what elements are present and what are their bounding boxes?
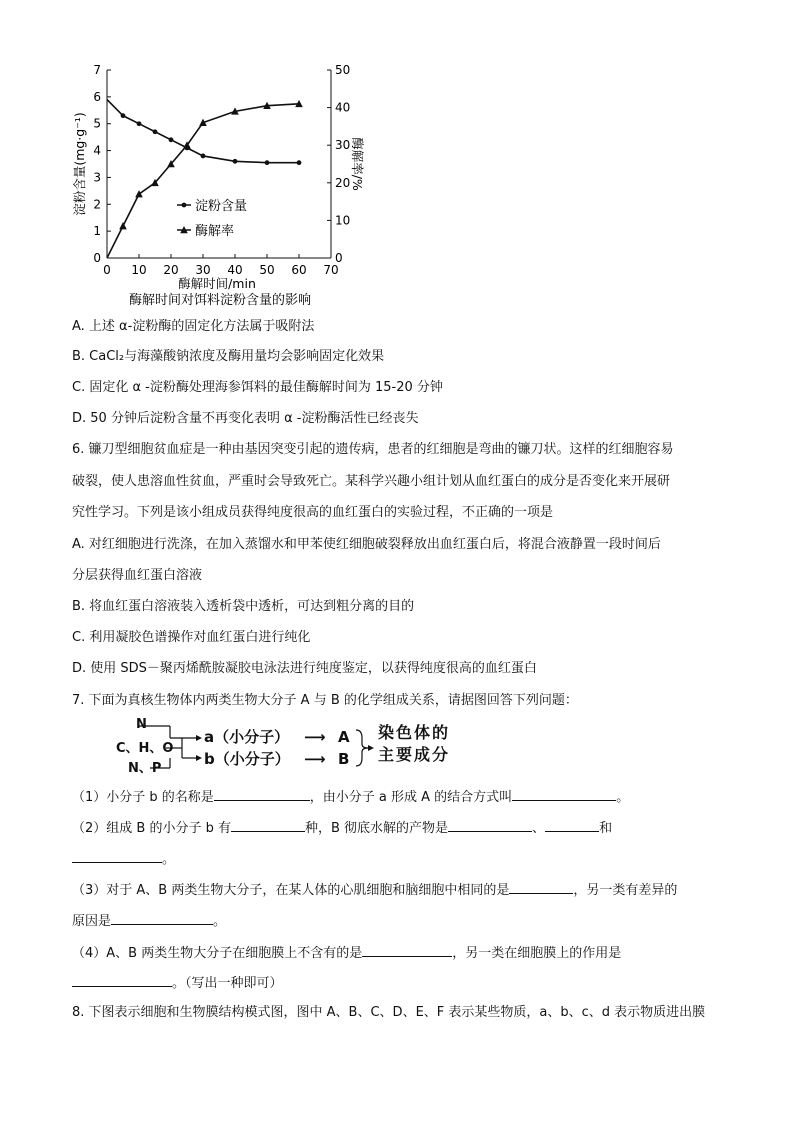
- option-5c: C. 固定化 α -淀粉酶处理海参饵料的最佳酶解时间为 15-20 分钟: [72, 380, 443, 395]
- q7-p1-text-c: 。: [616, 790, 630, 805]
- option-5a: A. 上述 α-淀粉酶的固定化方法属于吸附法: [72, 319, 315, 334]
- chart-title: 酶解时间对饵料淀粉含量的影响: [128, 293, 312, 308]
- x-tick-label: 50: [259, 263, 275, 277]
- starch-point: [201, 154, 206, 159]
- y-right-tick-label: 20: [335, 175, 351, 190]
- q6-line-3: 究性学习。下列是该小组成员获得纯度很高的血红蛋白的实验过程，不正确的一项是: [72, 505, 554, 520]
- x-tick-label: 10: [131, 263, 147, 277]
- brace-arrowhead: [368, 745, 374, 751]
- q6-line-2: 破裂，使人患溶血性贫血，严重时会导致死亡。某科学兴趣小组计划从血红蛋白的成分是否变化来开展研: [72, 474, 671, 489]
- legend-label-rate: 酶解率: [195, 224, 235, 239]
- y-left-axis-label: 淀粉含量(mg·g⁻¹): [72, 112, 87, 216]
- y-right-tick-label: 50: [335, 63, 351, 77]
- q7-p2-blank-1[interactable]: [231, 817, 305, 832]
- q6-option-b: B. 将血红蛋白溶液装入透析袋中透析，可达到粗分离的目的: [72, 599, 415, 614]
- q7-part-2: [72, 817, 612, 838]
- q7-part-4-cont: [72, 972, 283, 993]
- y-left-tick-label: 7: [93, 63, 101, 77]
- y-right-tick-label: 40: [335, 100, 351, 115]
- q7-p3-text-d: 。: [213, 914, 227, 929]
- q7-part-4: [72, 942, 621, 963]
- y-right-axis-label: 酶解率/%: [350, 137, 365, 191]
- y-left-tick-label: 4: [93, 143, 101, 158]
- q7-p1-text-a: （1）小分子 b 的名称是: [72, 790, 214, 805]
- q7-p2-blank-2[interactable]: [448, 817, 532, 832]
- y-left-tick-label: 3: [93, 170, 101, 185]
- x-tick-label: 40: [227, 263, 243, 277]
- q7-p3-text-c: 原因是: [72, 914, 112, 929]
- q6-line-1: 6. 镰刀型细胞贫血症是一种由基因突变引起的遗传病，患者的红细胞是弯曲的镰刀状。这样的红细胞容易: [72, 442, 674, 457]
- q7-p2-blank-4[interactable]: [72, 848, 162, 863]
- q7-p2-text-c: 、: [532, 821, 546, 836]
- option-5d: D. 50 分钟后淀粉含量不再变化表明 α -淀粉酶活性已经丧失: [72, 411, 419, 426]
- starch-point: [137, 121, 142, 126]
- x-tick-label: 20: [163, 263, 179, 277]
- q7-p3-blank-1[interactable]: [509, 879, 573, 894]
- q7-p4-text-b: ，另一类在细胞膜上的作用是: [452, 946, 622, 961]
- q6-option-c: C. 利用凝胶色谱操作对血红蛋白进行纯化: [72, 630, 311, 645]
- to-a-arrowhead: [196, 735, 202, 741]
- diagram-A: A: [338, 728, 350, 746]
- diagram-a-row: a（小分子）: [204, 728, 290, 746]
- y-right-tick-label: 10: [335, 213, 351, 228]
- q8-line-1: 8. 下图表示细胞和生物膜结构模式图，图中 A、B、C、D、E、F 表示某些物质，a、b、c、d 表示物质进出膜: [72, 1005, 706, 1020]
- x-tick-label: 30: [195, 263, 211, 277]
- q7-p2-text-b: 种，B 彻底水解的产物是: [304, 821, 449, 836]
- q7-p3-text-a: （3）对于 A、B 两类生物大分子，在某人体的心肌细胞和脑细胞中相同的是: [72, 883, 510, 898]
- starch-point: [233, 159, 238, 164]
- q7-p2-text-d: 和: [599, 821, 613, 836]
- option-5b: B. CaCl₂与海藻酸钠浓度及酶用量均会影响固定化效果: [72, 349, 385, 364]
- diagram-n: N: [136, 717, 147, 732]
- y-right-tick-label: 30: [335, 138, 351, 153]
- to-b-arrowhead: [196, 755, 202, 761]
- diagram-np: N、P: [128, 761, 162, 776]
- starch-point: [153, 129, 158, 134]
- y-left-tick-label: 2: [93, 197, 101, 212]
- diagram-arrow-a: ⟶: [304, 728, 326, 746]
- x-tick-label: 60: [291, 263, 307, 277]
- q7-part-3-cont: [72, 910, 226, 931]
- y-left-tick-label: 6: [93, 89, 101, 104]
- q7-part-1: [72, 786, 629, 807]
- q6-option-a-line-1: A. 对红细胞进行洗涤，在加入蒸馏水和甲苯使红细胞破裂释放出血红蛋白后，将混合液静置一段时间后: [72, 537, 661, 552]
- q7-p3-blank-2[interactable]: [111, 910, 213, 925]
- diagram-result-line-2: 主要成分: [378, 745, 451, 764]
- diagram-B: B: [338, 750, 350, 768]
- brace: [356, 730, 368, 766]
- q6-option-d: D. 使用 SDS－聚丙烯酰胺凝胶电泳法进行纯度鉴定，以获得纯度很高的血红蛋白: [72, 661, 537, 676]
- starch-point: [297, 160, 302, 165]
- q7-p4-blank-2[interactable]: [72, 972, 172, 987]
- starch-point: [265, 160, 270, 165]
- q7-diagram: [110, 716, 470, 776]
- q7-p2-blank-3[interactable]: [545, 817, 599, 832]
- enzymolysis-point: [119, 222, 127, 229]
- q7-p1-blank-1[interactable]: [214, 786, 310, 801]
- q7-part-2-cont: [72, 848, 175, 869]
- y-left-tick-label: 5: [93, 116, 101, 131]
- q7-p3-text-b: ，另一类有差异的: [573, 883, 678, 898]
- q7-p1-blank-2[interactable]: [512, 786, 616, 801]
- starch-point: [121, 113, 126, 118]
- starch-point: [169, 137, 174, 142]
- y-right-tick-label: 0: [335, 251, 343, 265]
- enzymolysis-point: [135, 190, 143, 197]
- q7-part-3: [72, 879, 677, 900]
- chart: [60, 55, 365, 308]
- q7-p4-blank-1[interactable]: [362, 942, 452, 957]
- x-origin-label: 0: [103, 263, 111, 277]
- diagram-arrow-b: ⟶: [304, 750, 326, 768]
- q6-option-a-line-2: 分层获得血红蛋白溶液: [72, 568, 203, 583]
- y-left-tick-label: 0: [93, 251, 101, 265]
- diagram-result-line-1: 染色体的: [378, 723, 451, 742]
- x-axis-label: 酶解时间/min: [178, 276, 256, 291]
- q7-p1-text-b: ，由小分子 a 形成 A 的结合方式叫: [309, 790, 513, 805]
- diagram-cho: C、H、O: [116, 741, 174, 756]
- q7-p4-text-a: （4）A、B 两类生物大分子在细胞膜上不含有的是: [72, 946, 363, 961]
- legend-label-starch: 淀粉含量: [195, 199, 248, 214]
- y-left-tick-label: 1: [93, 224, 101, 239]
- diagram-b-row: b（小分子）: [204, 750, 290, 768]
- q7-p2-text-a: （2）组成 B 的小分子 b 有: [72, 821, 231, 836]
- q7-p2-text-e: 。: [162, 852, 176, 867]
- x-tick-label: 70: [323, 263, 339, 277]
- q7-intro: 7. 下面为真核生物体内两类生物大分子 A 与 B 的化学组成关系，请据图回答下列问题：: [72, 693, 578, 708]
- legend-marker-starch: [182, 203, 187, 208]
- q7-p4-text-c: 。（写出一种即可）: [172, 976, 283, 991]
